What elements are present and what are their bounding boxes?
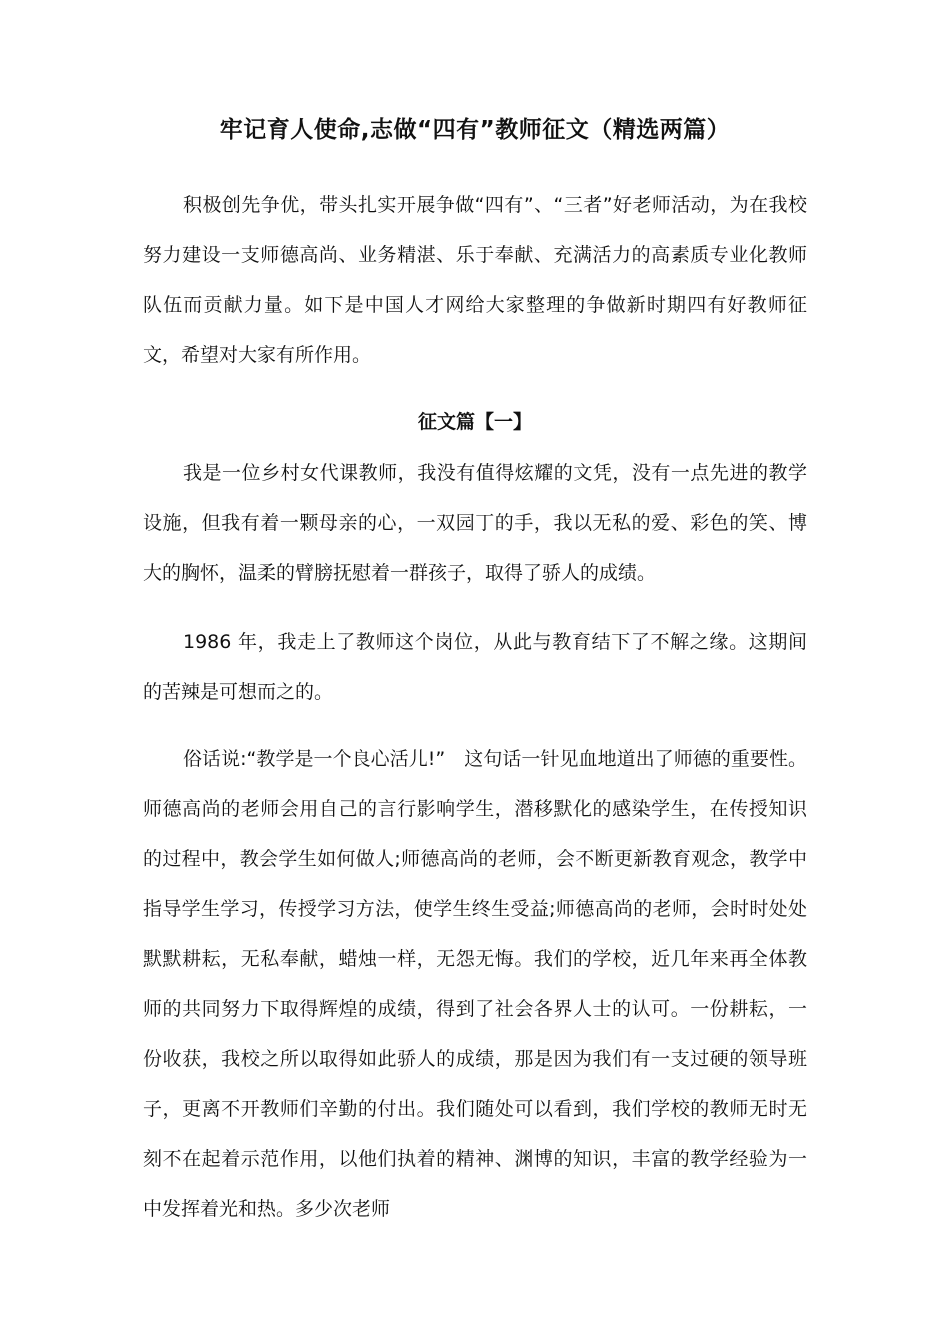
document-title: 牢记育人使命,志做“四有”教师征文（精选两篇） <box>219 117 731 143</box>
body-paragraph-3: 俗话说:“教学是一个良心活儿!” 这句话一针见血地道出了师德的重要性。师德高尚的老师会用自己的言行影响学生，潜移默化的感染学生，在传授知识的过程中，教会学生如何做人;师德高尚的老师，会不断更新教育观念，教学中指导学生学习，传授学习方法，使学生终生受益;师德高尚的老师，会时时处处默默耕耘，无私奉献，蜡烛一样，无怨无悔。我们的学校，近几年来再全体教师的共同努力下取得辉煌的成绩，得到了社会各界人士的认可。一份耕耘，一份收获，我校之所以取得如此骄人的成绩，那是因为我们有一支过硬的领导班子，更离不开教师们辛勤的付出。我们随处可以看到，我们学校的教师无时无刻不在起着示范作用，以他们执着的精神、渊博的知识，丰富的教学经验为一中发挥着光和热。多少次老师 <box>143 748 807 1220</box>
body-paragraph-2: 1986 年，我走上了教师这个岗位，从此与教育结下了不解之缘。这期间的苦辣是可想而之的。 <box>143 631 807 703</box>
section-heading: 征文篇【一】 <box>417 411 532 433</box>
intro-paragraph: 积极创先争优，带头扎实开展争做“四有”、“三者”好老师活动，为在我校努力建设一支师德高尚、业务精湛、乐于奉献、充满活力的高素质专业化教师队伍而贡献力量。如下是中国人才网给大家整理的争做新时期四有好教师征文，希望对大家有所作用。 <box>143 194 807 366</box>
body-paragraph-1: 我是一位乡村女代课教师，我没有值得炫耀的文凭，没有一点先进的教学设施，但我有着一颗母亲的心，一双园丁的手，我以无私的爱、彩色的笑、博大的胸怀，温柔的臂膀抚慰着一群孩子，取得了骄人的成绩。 <box>143 462 807 584</box>
